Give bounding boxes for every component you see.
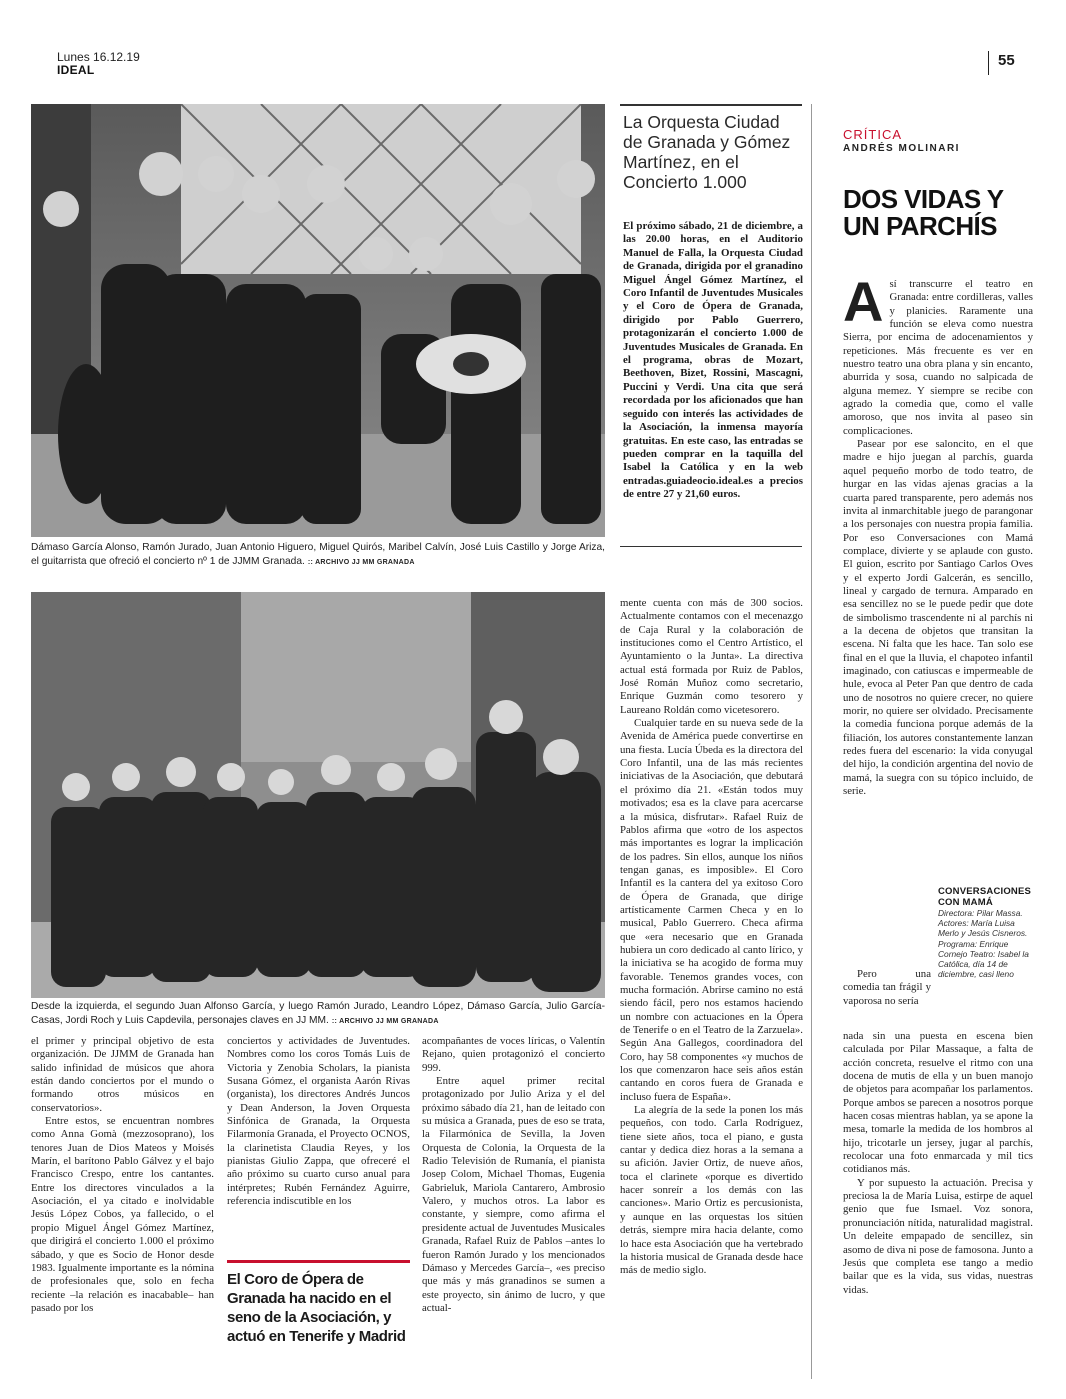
review-paragraph: nada sin una puesta en escena bien calculada por Pilar Massaque, a falta de acción concreta, resuelve el ritmo con una docena de mutis de ella y un buen manojo de objetos para acompañar los parlamentos. Porque ambos se parecen a nosotros porque hacen cosas mientras hablan, ya se apone la mesa, tomarle la medida de los hombros al hijo, tricotarle un jersey, jugar al parchís, recolocar una foto enmarcada y mil tics cotidianos más.	[843, 1030, 1033, 1176]
photo1-caption	[31, 541, 605, 569]
photo2-caption	[31, 1000, 605, 1028]
factbox-title: CONVERSACIONES CON MAMÁ	[938, 886, 1032, 908]
factbox-details: Directora: Pilar Massa. Actores: María Luisa Merlo y Jesús Cisneros. Programa: Enrique Cornejo Teatro: Isabel la Católica, día 14 de diciembre, casi lleno	[938, 908, 1029, 980]
article-column-1	[31, 1035, 214, 1315]
article-paragraph: Entre aquel primer recital protagonizado por Julio Ariza y el del próximo sábado día 21, han de leitado con su música a Granada, pues de eso se trata, la Filarmónica de Sevilla, la Joven Orquesta de Colonia, la Orquesta de la Radio Televisión de Rumanía, el pianista Josep Colom, Michael Thomas, Eugenia Gabrieluk, Mariola Cantarero, Ambrosio Valero, y muchos otros. La labor es constante, y siempre, como afirma el presidente actual de Juventudes Musicales Granada, Rafael Ruiz de Pablos –antes lo fueron Ramón Jurado y los mencionados Dámaso y Mercedes García–, «es preciso que más y más granadinos se sumen a este proyecto, sin ánimo de lucro, y que actual-	[422, 1075, 605, 1314]
header-divider	[988, 51, 989, 75]
publication-name: IDEAL	[57, 63, 95, 77]
review-paragraph-text: sí transcurre el teatro en Granada: entre cordilleras, valles y planicies. Raramente una función se eleva como nuestra Sierra, por encima de adocenamientos y repeticiones. Más frecuente es ver en nuestro teatro una obra plana y sin encanto, aburrida y sosa, cuando no salpicada de alguna memez. Y siempre se recibe con agrado la comedia que, como el valle amoroso, que nos invita al paseo sin complicaciones.	[843, 278, 1033, 437]
photo-musicians-1960s	[31, 104, 605, 537]
photo1-caption-text: Dámaso García Alonso, Ramón Jurado, Juan Antonio Higuero, Miguel Quirós, Maribel Calvín, José Luis Castillo y Jorge Ariza, el guitarrista que ofreció el concierto nº 1 de JJMM Granada.	[31, 542, 605, 567]
review-title-line: DOS VIDAS Y	[843, 184, 1004, 214]
photo2-credit: :: ARCHIVO JJ MM GRANADA	[331, 1018, 439, 1025]
review-section-label: CRÍTICA	[843, 127, 902, 142]
pull-quote-accent	[227, 1260, 410, 1263]
article-paragraph: el primer y principal objetivo de esta organización. De JJMM de Granada han salido infinidad de músicos que ahora están dando conciertos por el mundo o formando otros músicos en conservatorios».	[31, 1035, 214, 1114]
photo-association-leaders	[31, 592, 605, 998]
review-factbox	[938, 886, 1035, 979]
review-drop-cap: A	[843, 270, 884, 333]
sidebar-top-rule	[620, 104, 802, 106]
review-body-continued	[843, 968, 931, 1008]
review-body-end	[843, 1030, 1033, 1297]
photo1-credit: :: ARCHIVO JJ MM GRANADA	[307, 559, 415, 566]
page-number: 55	[998, 52, 1015, 69]
review-paragraph: Pero una comedia tan frágil y vaporosa no sería	[843, 968, 931, 1007]
sidebar-body: El próximo sábado, 21 de diciembre, a las 20.00 horas, en el Auditorio Manuel de Falla, la Orquesta Ciudad de Granada, dirigida por el granadino Miguel Ángel Gómez Martínez, el Coro Infantil de Juventudes Musicales y el Coro de Ópera de Granada, dirigido por Pablo Guerrero, protagonizarán el concierto 1.000 de Juventudes Musicales de Granada. En el programa, obras de Mozart, Beethoven, Bizet, Rossini, Mascagni, Puccini y Verdi. Una cita que será recordada por los aficionados que han seguido con interés las actividades de la Asociación, la inmensa mayoría gratuitas. En este caso, las entradas se pueden comprar en la taquilla del Isabel la Católica y en la web entradas.guiadeocio.ideal.es a precios de entre 27 y 21,60 euros.	[623, 220, 803, 501]
review-paragraph	[843, 270, 1033, 438]
review-column-divider	[811, 104, 812, 1379]
article-paragraph: La alegría de la sede la ponen los más pequeños, con todo. Carla Rodríguez, tiene siete años, toca el piano, e gusta cantar y dedica diez horas a la semana a su afición. Javier Ortiz, de nueve años, toca el clarinete «porque es divertido hacer sonreír a los demás con las canciones». Mario Ortiz es percusionista, y aunque en las orquestas los sitúen detrás, siempre mira hacia delante, como lo hace esta Asociación que ha vertebrado la historia musical de Granada desde hace más de medio siglo.	[620, 1104, 803, 1277]
sidebar-bottom-rule	[620, 546, 802, 547]
article-column-2	[227, 1035, 410, 1208]
pull-quote: El Coro de Ópera de Granada ha nacido en el seno de la Asociación, y actuó en Tenerife y Madrid	[227, 1271, 406, 1345]
review-author: ANDRÉS MOLINARI	[843, 143, 960, 154]
review-paragraph: Y por supuesto la actuación. Precisa y preciosa la de María Luisa, estirpe de aquel genio que fue Ismael. Voz sonora, pronunciación nítida, naturalidad magistral. Un deleite empapado de sencillez, sin asomo de diva ni pose de famosona. Junto a Jesús que completa ese tango a medio bailar que es la vida, sus vidas, nuestras vidas.	[843, 1176, 1033, 1296]
article-paragraph: conciertos y actividades de Juventudes. Nombres como los coros Tomás Luis de Victoria y Zenobia Scholars, la pianista Susana Gómez, el organista Aarón Rivas (organista), los directores Andrés Juncos y Dean Anderson, la Joven Orquesta Sinfónica de Granada, la Orquesta Filarmonía Granada, el Proyecto OCNOS, la clarinetista Claudia Reyes, y los pianistas Giulio Zappa, que ofreceré el año próximo su cuarto curso anual para intérpretes; Rubén Fernández Aguirre, referencia indiscutible en los	[227, 1035, 410, 1208]
edition-date: Lunes 16.12.19	[57, 50, 140, 64]
review-body	[843, 270, 1033, 798]
review-title-line: UN PARCHÍS	[843, 211, 997, 241]
article-paragraph: mente cuenta con más de 300 socios. Actualmente contamos con el mecenazgo de Caja Rural y la colaboración de instituciones como el Centro Artístico, el Ayuntamiento o la Junta». La directiva actual está formada por Ruiz de Pablos, José Román Muñoz como secretario, Enrique Guzmán como tesorero y Laureano Roldán como vicetesorero.	[620, 597, 803, 716]
review-paragraph: Pasear por ese saloncito, en el que madre e hijo juegan al parchís, guarda aquel pequeño morbo de todo teatro, de hurgar en las vidas ajenas gracias a la cuarta pared transparente, pero además nos invita al inmarchitable juego de parangonar a los personajes con nuestra propia familia. Por eso Conversaciones con Mamá complace, divierte y se aplaude con gusto. El guion, escrito por Santiago Carlos Oves y el experto Jordi Galcerán, es sencillo, lineal y cargado de ternura. Amparado en esa sencillez no se le puede pedir que dote de simbolismo trascendente ni al parchís ni a la decena de objetos que transitan la escena. Ni falta que les hace. Tan solo ese final en el que la lluvia, el chapoteo infantil imaginado, con catiuscas e impermeable de hule, evoca al Peter Pan que dentro de cada uno de nosotros no quiere crecer, no quiere morir, no quiere ser olvidado. Precisamente la comedia funciona porque además de la filiación, los autores constantemente lanzan redes fuera del escenario: la vida conyugal del hijo, la condición argentina del novio de mamá, la suegra con su tópico incluido, de serie.	[843, 438, 1033, 798]
article-paragraph: Entre estos, se encuentran nombres como Anna Gomà (mezzosoprano), los tenores Juan de Dios Mateos y Moisés Marín, el barítono Pablo Gálvez y el bajo Francisco Crespo, entre los cantantes. Entre los directores vinculados a la Asociación, el ya citado e inolvidable Jesús López Cobos, ya fallecido, o el propio Miguel Ángel Gómez Martínez, que dirigirá el concierto 1.000 el próximo sábado, y que es Socio de Honor desde 1983. Igualmente importante es la nómina de profesionales que, solo en fecha reciente –la relación es inacabable– han pasado por los	[31, 1115, 214, 1314]
sidebar-headline: La Orquesta Ciudad de Granada y Gómez Martínez, en el Concierto 1.000	[623, 112, 791, 192]
photo2-caption-text: Desde la izquierda, el segundo Juan Alfonso García, y luego Ramón Jurado, Leandro López, Dámaso García, Julio García-Casas, Jordi Roch y Luis Capdevila, personajes claves en JJ MM.	[31, 1001, 605, 1026]
review-title	[843, 186, 1033, 240]
article-paragraph: Cualquier tarde en su nueva sede de la Avenida de América puede convertirse en una fiesta. Lucía Úbeda es la directora del Coro Infantil, una de las más recientes iniciativas de la Asociación, que debutará el próximo día 21. «Están todos muy motivados; esa es la clave para acercarse a la música, disfrutar». Rafael Ruiz de Pablos afirma que «otro de los aspectos más importantes es lograr la implicación de los padres. Sin ellos, aunque los niños tengan ganas, es imposible». El Coro Infantil es la cantera del ya exitoso Coro de Ópera de Granada, que dirige artísticamente Carmen Checa y en lo musical, Pablo Guerrero. Checa afirma que «era necesario que en Granada hubiera un coro dedicado al canto lírico, y la iniciativa se ha acogido de forma muy favorable. Tenemos grandes voces, con mucha formación. Abrirse camino no está siendo fácil, pero nos estamos haciendo un nombre con actuaciones en la Ópera de Tenerife o en el Teatro de la Zarzuela». Según Ana Gallegos, coordinadora del Coro, hay 58 componentes «y muchos de los que comenzaron hace seis años están cantando en coros fuera de Granada e incluso fuera de España».	[620, 717, 803, 1103]
article-paragraph: acompañantes de voces líricas, o Valentín Rejano, quien protagonizó el concierto 999.	[422, 1035, 605, 1074]
article-column-3	[422, 1035, 605, 1315]
article-column-4	[620, 597, 803, 1278]
